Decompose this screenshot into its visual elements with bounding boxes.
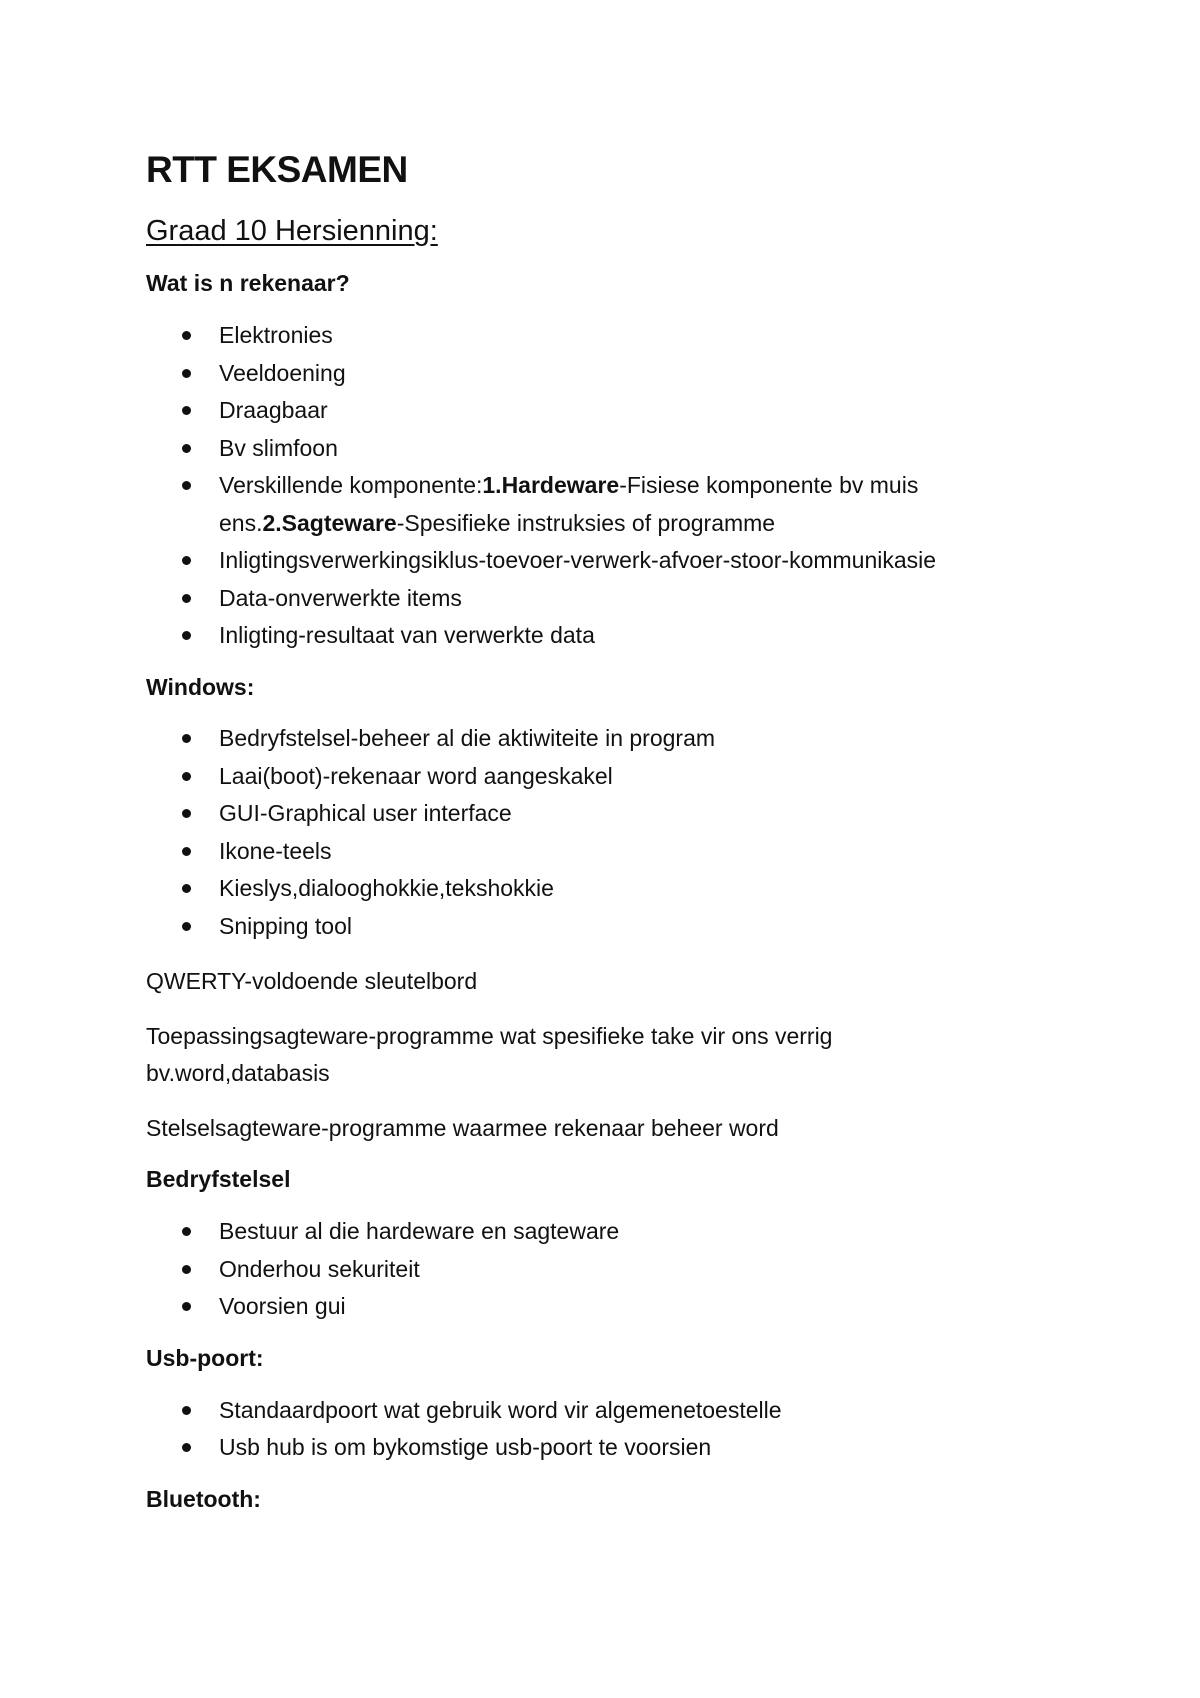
list-item: Voorsien gui: [146, 1288, 1106, 1326]
list-item: Inligtingsverwerkingsiklus-toevoer-verwerk-afvoer-stoor-kommunikasie: [146, 542, 1106, 580]
list-item: Onderhou sekuriteit: [146, 1251, 1106, 1289]
bullet-icon: [182, 1406, 191, 1415]
page-subtitle: Graad 10 Hersienning:: [146, 215, 438, 248]
bullet-icon: [182, 772, 191, 781]
bullet-icon: [182, 1443, 191, 1452]
list-item: Bestuur al die hardeware en sagteware: [146, 1213, 1106, 1251]
bullet-icon: [182, 631, 191, 640]
list-bedryfstelsel: [146, 1213, 1106, 1326]
list-item: Bv slimfoon: [146, 430, 1106, 468]
list-item: Laai(boot)-rekenaar word aangeskakel: [146, 758, 1106, 796]
list-item: Snipping tool: [146, 908, 1106, 946]
bullet-icon: [182, 444, 191, 453]
bullet-icon: [182, 847, 191, 856]
paragraph-toepassingsagteware: Toepassingsagteware-programme wat spesifieke take vir ons verrig bv.word,databasis: [146, 1023, 833, 1087]
section-heading-windows: Windows:: [146, 673, 255, 700]
list-item: Kieslys,dialooghokkie,tekshokkie: [146, 870, 1106, 908]
bullet-icon: [182, 556, 191, 565]
bullet-icon: [182, 809, 191, 818]
section-heading-bedryfstelsel: Bedryfstelsel: [146, 1166, 291, 1193]
bullet-icon: [182, 1227, 191, 1236]
list-usb-poort: [146, 1392, 1106, 1467]
document-content: [146, 148, 1106, 1533]
list-rekenaar: [146, 317, 1106, 655]
list-item: Ikone-teels: [146, 833, 1106, 871]
list-item: GUI-Graphical user interface: [146, 795, 1106, 833]
bullet-icon: [182, 481, 191, 490]
list-item: Usb hub is om bykomstige usb-poort te voorsien: [146, 1429, 1106, 1467]
paragraph-stelselsagteware: Stelselsagteware-programme waarmee rekenaar beheer word: [146, 1115, 779, 1142]
bullet-icon: [182, 406, 191, 415]
list-item: Elektronies: [146, 317, 1106, 355]
section-heading-bluetooth: Bluetooth:: [146, 1485, 261, 1512]
page-title: RTT EKSAMEN: [146, 149, 408, 190]
section-heading-rekenaar: Wat is n rekenaar?: [146, 270, 350, 297]
section-heading-usb-poort: Usb-poort:: [146, 1344, 264, 1371]
paragraph-qwerty: QWERTY-voldoende sleutelbord: [146, 968, 478, 995]
bullet-icon: [182, 594, 191, 603]
bullet-icon: [182, 1302, 191, 1311]
bullet-icon: [182, 922, 191, 931]
bullet-icon: [182, 1265, 191, 1274]
list-item: Standaardpoort wat gebruik word vir algemenetoestelle: [146, 1392, 1106, 1430]
list-item: Veeldoening: [146, 355, 1106, 393]
list-item: Inligting-resultaat van verwerkte data: [146, 617, 1106, 655]
list-item: Draagbaar: [146, 392, 1106, 430]
list-item-components: Verskillende komponente:1.Hardeware-Fisiese komponente bv muis ens.2.Sagteware-Spesifieke instruksies of programme: [146, 467, 1106, 542]
bullet-icon: [182, 734, 191, 743]
bullet-icon: [182, 369, 191, 378]
list-item: Data-onverwerkte items: [146, 580, 1106, 618]
list-item: Bedryfstelsel-beheer al die aktiwiteite in program: [146, 720, 1106, 758]
bullet-icon: [182, 331, 191, 340]
list-windows: [146, 720, 1106, 945]
bullet-icon: [182, 884, 191, 893]
